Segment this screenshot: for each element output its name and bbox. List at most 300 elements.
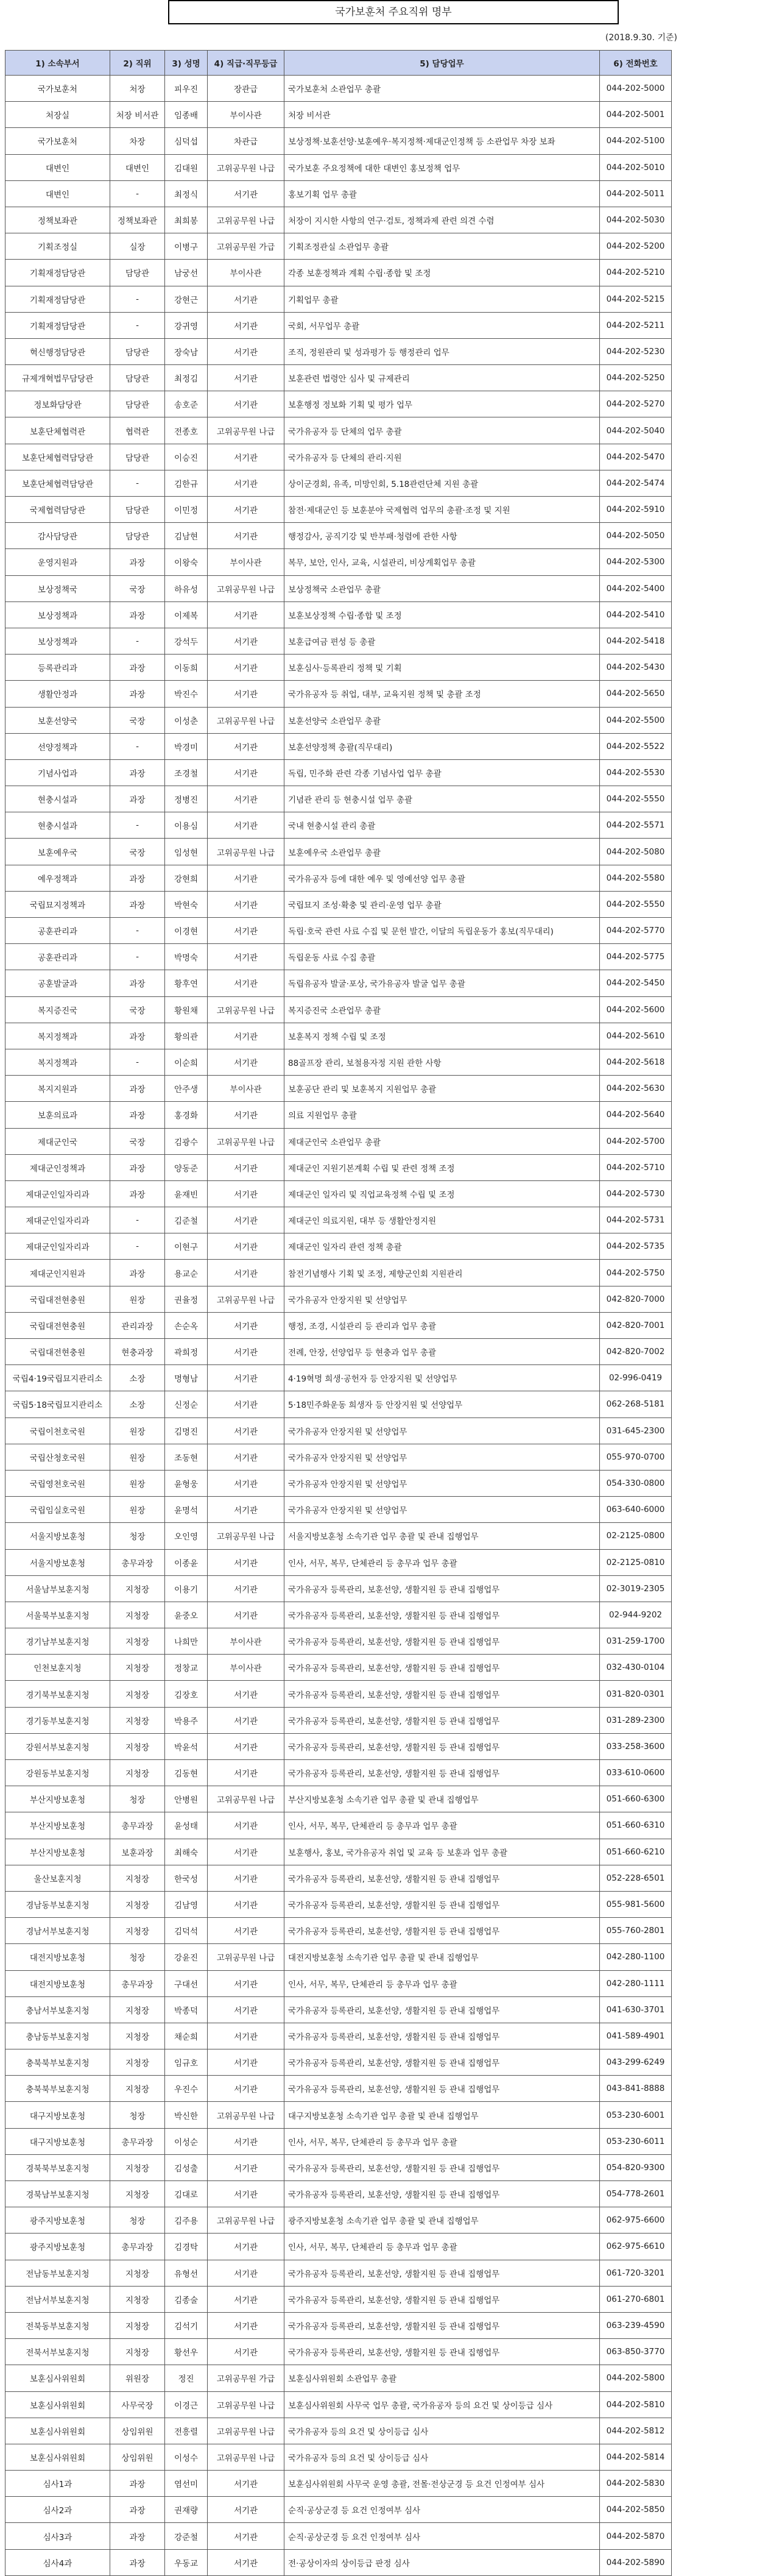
cell-position: 청장 xyxy=(110,1523,165,1549)
cell-name: 전흥렬 xyxy=(165,2418,208,2444)
cell-position: 총무과장 xyxy=(110,2128,165,2154)
cell-grade: 고위공무원 나급 xyxy=(208,1128,284,1154)
table-row xyxy=(5,1602,672,1628)
cell-duty: 보훈심사위원회 사무국 운영 총괄, 전몰·전상군경 등 요건 인정여부 심사 xyxy=(284,2471,600,2497)
header-grade: 4) 직급·직무등급 xyxy=(208,51,284,76)
cell-phone: 044-202-5211 xyxy=(600,312,672,338)
cell-position: 과장 xyxy=(110,970,165,996)
cell-duty: 제대군인 일자리 및 직업교육정책 수립 및 조정 xyxy=(284,1180,600,1207)
cell-phone: 042-280-1100 xyxy=(600,1944,672,1970)
cell-duty: 광주지방보훈청 소속기관 업무 총괄 및 관내 집행업무 xyxy=(284,2207,600,2234)
cell-name: 이민정 xyxy=(165,497,208,523)
table-row xyxy=(5,918,672,944)
cell-duty: 국가유공자 등록관리, 보훈선양, 생활지원 등 관내 집행업무 xyxy=(284,1996,600,2023)
cell-phone: 044-202-5300 xyxy=(600,549,672,575)
cell-phone: 02-2125-0810 xyxy=(600,1549,672,1575)
cell-grade: 서기관 xyxy=(208,338,284,364)
cell-phone: 044-202-5030 xyxy=(600,207,672,233)
cell-department: 전북서부보훈지청 xyxy=(5,2339,110,2365)
cell-department: 보훈심사위원회 xyxy=(5,2391,110,2418)
cell-grade: 서기관 xyxy=(208,1260,284,1286)
cell-phone: 044-202-5500 xyxy=(600,707,672,733)
cell-grade: 장관급 xyxy=(208,76,284,102)
cell-position: 담당관 xyxy=(110,260,165,286)
cell-duty: 인사, 서무, 복무, 단체관리 등 총무과 업무 총괄 xyxy=(284,2234,600,2260)
cell-department: 보훈예우국 xyxy=(5,839,110,865)
table-row xyxy=(5,1655,672,1681)
cell-phone: 044-202-5814 xyxy=(600,2444,672,2470)
cell-name: 김한규 xyxy=(165,470,208,496)
cell-duty: 국가유공자 등 단체의 업무 총괄 xyxy=(284,417,600,444)
cell-grade: 서기관 xyxy=(208,601,284,628)
cell-duty: 순직·공상군경 등 요건 인정여부 심사 xyxy=(284,2523,600,2549)
cell-phone: 044-202-5812 xyxy=(600,2418,672,2444)
cell-name: 윤명석 xyxy=(165,1497,208,1523)
table-row xyxy=(5,1944,672,1970)
cell-department: 대구지방보훈청 xyxy=(5,2128,110,2154)
cell-name: 권재량 xyxy=(165,2497,208,2523)
cell-department: 충남서부보훈지청 xyxy=(5,1996,110,2023)
cell-duty: 복지증진국 소관업무 총괄 xyxy=(284,996,600,1023)
table-row xyxy=(5,2444,672,2470)
cell-duty: 의료 지원업무 총괄 xyxy=(284,1102,600,1128)
cell-duty: 국가유공자 등록관리, 보훈선양, 생활지원 등 관내 집행업무 xyxy=(284,2076,600,2102)
cell-phone: 02-2125-0800 xyxy=(600,1523,672,1549)
cell-grade: 서기관 xyxy=(208,497,284,523)
cell-name: 김장호 xyxy=(165,1681,208,1707)
cell-position: 상임위원 xyxy=(110,2444,165,2470)
cell-phone: 044-202-5430 xyxy=(600,655,672,681)
cell-phone: 044-202-5770 xyxy=(600,918,672,944)
table-row xyxy=(5,1470,672,1496)
table-row xyxy=(5,1444,672,1470)
cell-department: 울산보훈지청 xyxy=(5,1865,110,1891)
cell-duty: 보훈심사위원회 소관업무 총괄 xyxy=(284,2365,600,2391)
cell-name: 김동현 xyxy=(165,1760,208,1786)
cell-grade: 부이사관 xyxy=(208,549,284,575)
cell-department: 보훈단체협력담당관 xyxy=(5,444,110,470)
cell-duty: 국가유공자 등록관리, 보훈선양, 생활지원 등 관내 집행업무 xyxy=(284,1575,600,1602)
cell-grade: 서기관 xyxy=(208,2076,284,2102)
cell-department: 광주지방보훈청 xyxy=(5,2207,110,2234)
table-row xyxy=(5,681,672,707)
cell-grade: 서기관 xyxy=(208,286,284,312)
cell-grade: 서기관 xyxy=(208,2471,284,2497)
cell-phone: 042-820-7002 xyxy=(600,1339,672,1365)
cell-phone: 055-970-0700 xyxy=(600,1444,672,1470)
cell-department: 심사4과 xyxy=(5,2549,110,2575)
cell-department: 부산지방보훈청 xyxy=(5,1812,110,1839)
cell-department: 심사3과 xyxy=(5,2523,110,2549)
cell-department: 인천보훈지청 xyxy=(5,1655,110,1681)
table-row xyxy=(5,1102,672,1128)
cell-phone: 044-202-5470 xyxy=(600,444,672,470)
cell-grade: 고위공무원 나급 xyxy=(208,2102,284,2128)
cell-phone: 051-660-6210 xyxy=(600,1839,672,1865)
cell-duty: 보상정책국 소관업무 총괄 xyxy=(284,575,600,601)
cell-duty: 보훈공단 관리 및 보훈복지 지원업무 총괄 xyxy=(284,1076,600,1102)
cell-phone: 041-630-3701 xyxy=(600,1996,672,2023)
cell-duty: 보상정책·보훈선양·보훈예우·복지정책·제대군인정책 등 소관업무 차장 보좌 xyxy=(284,128,600,154)
cell-phone: 044-202-5100 xyxy=(600,128,672,154)
cell-phone: 054-820-9300 xyxy=(600,2154,672,2180)
cell-grade: 서기관 xyxy=(208,2339,284,2365)
cell-department: 국립산청호국원 xyxy=(5,1444,110,1470)
cell-phone: 044-202-5618 xyxy=(600,1049,672,1075)
cell-name: 박신한 xyxy=(165,2102,208,2128)
cell-name: 전종호 xyxy=(165,417,208,444)
cell-grade: 서기관 xyxy=(208,2181,284,2207)
cell-grade: 서기관 xyxy=(208,681,284,707)
cell-name: 강현근 xyxy=(165,286,208,312)
cell-grade: 서기관 xyxy=(208,2023,284,2049)
cell-phone: 044-202-5550 xyxy=(600,786,672,812)
cell-position: 과장 xyxy=(110,1154,165,1180)
cell-department: 현충시설과 xyxy=(5,786,110,812)
cell-grade: 서기관 xyxy=(208,2312,284,2338)
cell-name: 권율정 xyxy=(165,1286,208,1312)
cell-name: 임성현 xyxy=(165,839,208,865)
table-row xyxy=(5,1918,672,1944)
table-row xyxy=(5,2286,672,2312)
cell-name: 피우진 xyxy=(165,76,208,102)
cell-position: 지청장 xyxy=(110,2023,165,2049)
cell-phone: 044-202-5580 xyxy=(600,865,672,891)
table-row xyxy=(5,154,672,180)
cell-department: 제대군인정책과 xyxy=(5,1154,110,1180)
cell-phone: 044-202-5610 xyxy=(600,1023,672,1049)
cell-department: 국가보훈처 xyxy=(5,76,110,102)
table-row xyxy=(5,891,672,917)
table-header-row xyxy=(5,51,672,76)
cell-position: 정책보좌관 xyxy=(110,207,165,233)
cell-phone: 044-202-5410 xyxy=(600,601,672,628)
table-row xyxy=(5,2418,672,2444)
cell-name: 안주생 xyxy=(165,1076,208,1102)
cell-department: 기획재정담당관 xyxy=(5,286,110,312)
cell-position: 국장 xyxy=(110,575,165,601)
table-row xyxy=(5,2128,672,2154)
cell-duty: 독립운동 사료 수집 총괄 xyxy=(284,944,600,970)
table-row xyxy=(5,707,672,733)
cell-position: 지청장 xyxy=(110,1865,165,1891)
cell-position: 과장 xyxy=(110,2549,165,2575)
cell-name: 정창교 xyxy=(165,1655,208,1681)
cell-name: 오인영 xyxy=(165,1523,208,1549)
cell-name: 윤중오 xyxy=(165,1602,208,1628)
cell-phone: 033-610-0600 xyxy=(600,1760,672,1786)
cell-grade: 서기관 xyxy=(208,786,284,812)
cell-grade: 서기관 xyxy=(208,1233,284,1260)
table-row xyxy=(5,1076,672,1102)
cell-name: 조동현 xyxy=(165,1444,208,1470)
cell-phone: 044-202-5522 xyxy=(600,733,672,759)
cell-position: 지청장 xyxy=(110,1733,165,1759)
cell-grade: 고위공무원 나급 xyxy=(208,707,284,733)
cell-name: 강석두 xyxy=(165,628,208,654)
cell-phone: 044-202-5530 xyxy=(600,759,672,786)
table-row xyxy=(5,944,672,970)
cell-position: 총무과장 xyxy=(110,1970,165,1996)
cell-grade: 고위공무원 나급 xyxy=(208,2444,284,2470)
cell-position: 지청장 xyxy=(110,1707,165,1733)
cell-phone: 044-202-5730 xyxy=(600,1180,672,1207)
cell-phone: 044-202-5735 xyxy=(600,1233,672,1260)
cell-department: 국립이천호국원 xyxy=(5,1418,110,1444)
cell-position: 상임위원 xyxy=(110,2418,165,2444)
cell-phone: 031-820-0301 xyxy=(600,1681,672,1707)
cell-duty: 홍보기획 업무 총괄 xyxy=(284,180,600,207)
table-row xyxy=(5,759,672,786)
cell-department: 제대군인지원과 xyxy=(5,1260,110,1286)
cell-department: 강원서부보훈지청 xyxy=(5,1733,110,1759)
cell-grade: 서기관 xyxy=(208,1891,284,1917)
cell-name: 김덕석 xyxy=(165,1918,208,1944)
cell-position: 과장 xyxy=(110,681,165,707)
table-row xyxy=(5,2234,672,2260)
cell-name: 유형선 xyxy=(165,2260,208,2286)
cell-department: 경남동부보훈지청 xyxy=(5,1891,110,1917)
cell-department: 공훈관리과 xyxy=(5,918,110,944)
cell-phone: 055-981-5600 xyxy=(600,1891,672,1917)
cell-name: 용교순 xyxy=(165,1260,208,1286)
cell-grade: 서기관 xyxy=(208,444,284,470)
table-row xyxy=(5,338,672,364)
cell-name: 이용기 xyxy=(165,1575,208,1602)
cell-name: 이동희 xyxy=(165,655,208,681)
cell-department: 강원동부보훈지청 xyxy=(5,1760,110,1786)
cell-name: 이병구 xyxy=(165,233,208,260)
cell-position: 관리과장 xyxy=(110,1312,165,1338)
cell-duty: 제대군인 의료지원, 대부 등 생활안정지원 xyxy=(284,1207,600,1233)
cell-position: - xyxy=(110,470,165,496)
cell-department: 국립5·18국립묘지관리소 xyxy=(5,1391,110,1418)
cell-duty: 국가유공자 등록관리, 보훈선양, 생활지원 등 관내 집행업무 xyxy=(284,1602,600,1628)
cell-position: 지청장 xyxy=(110,2312,165,2338)
cell-department: 경기북부보훈지청 xyxy=(5,1681,110,1707)
cell-duty: 보훈행정 정보화 기획 및 평가 업무 xyxy=(284,391,600,417)
cell-grade: 서기관 xyxy=(208,1970,284,1996)
cell-phone: 044-202-5731 xyxy=(600,1207,672,1233)
cell-phone: 061-270-6801 xyxy=(600,2286,672,2312)
cell-grade: 고위공무원 가급 xyxy=(208,2365,284,2391)
cell-position: 과장 xyxy=(110,655,165,681)
cell-department: 보훈심사위원회 xyxy=(5,2418,110,2444)
cell-position: 과장 xyxy=(110,1102,165,1128)
cell-name: 이경현 xyxy=(165,918,208,944)
cell-grade: 서기관 xyxy=(208,1365,284,1391)
cell-department: 등록관리과 xyxy=(5,655,110,681)
cell-phone: 044-202-5830 xyxy=(600,2471,672,2497)
cell-position: 청장 xyxy=(110,2207,165,2234)
cell-position: 과장 xyxy=(110,2471,165,2497)
cell-phone: 044-202-5400 xyxy=(600,575,672,601)
cell-department: 제대군인일자리과 xyxy=(5,1233,110,1260)
cell-phone: 044-202-5250 xyxy=(600,365,672,391)
cell-grade: 서기관 xyxy=(208,759,284,786)
cell-grade: 서기관 xyxy=(208,1760,284,1786)
cell-phone: 032-430-0104 xyxy=(600,1655,672,1681)
cell-name: 신정순 xyxy=(165,1391,208,1418)
cell-duty: 인사, 서무, 복무, 단체관리 등 총무과 업무 총괄 xyxy=(284,2128,600,2154)
cell-grade: 고위공무원 나급 xyxy=(208,1286,284,1312)
cell-phone: 042-820-7000 xyxy=(600,1286,672,1312)
cell-duty: 보훈예우국 소관업무 총괄 xyxy=(284,839,600,865)
cell-duty: 제대군인 일자리 관련 정책 총괄 xyxy=(284,1233,600,1260)
cell-position: 위원장 xyxy=(110,2365,165,2391)
cell-phone: 051-660-6310 xyxy=(600,1812,672,1839)
cell-grade: 서기관 xyxy=(208,1497,284,1523)
cell-name: 김주용 xyxy=(165,2207,208,2234)
cell-phone: 044-202-5215 xyxy=(600,286,672,312)
cell-position: 지청장 xyxy=(110,2181,165,2207)
cell-duty: 기획업무 총괄 xyxy=(284,286,600,312)
table-row xyxy=(5,1154,672,1180)
cell-grade: 고위공무원 가급 xyxy=(208,233,284,260)
cell-phone: 044-202-5775 xyxy=(600,944,672,970)
cell-phone: 044-202-5230 xyxy=(600,338,672,364)
cell-position: 원장 xyxy=(110,1444,165,1470)
cell-grade: 고위공무원 나급 xyxy=(208,839,284,865)
cell-department: 부산지방보훈청 xyxy=(5,1786,110,1812)
cell-grade: 고위공무원 나급 xyxy=(208,417,284,444)
cell-department: 보상정책국 xyxy=(5,575,110,601)
cell-position: - xyxy=(110,628,165,654)
cell-position: 과장 xyxy=(110,786,165,812)
cell-phone: 054-330-0800 xyxy=(600,1470,672,1496)
cell-grade: 차관급 xyxy=(208,128,284,154)
cell-duty: 인사, 서무, 복무, 단체관리 등 총무과 업무 총괄 xyxy=(284,1812,600,1839)
cell-phone: 063-239-4590 xyxy=(600,2312,672,2338)
cell-name: 안병원 xyxy=(165,1786,208,1812)
cell-department: 공훈관리과 xyxy=(5,944,110,970)
cell-name: 임종배 xyxy=(165,102,208,128)
cell-duty: 국내 현충시설 관리 총괄 xyxy=(284,812,600,839)
cell-department: 보훈심사위원회 xyxy=(5,2365,110,2391)
cell-phone: 052-228-6501 xyxy=(600,1865,672,1891)
cell-department: 대변인 xyxy=(5,154,110,180)
cell-grade: 서기관 xyxy=(208,628,284,654)
cell-name: 김준철 xyxy=(165,1207,208,1233)
cell-position: - xyxy=(110,286,165,312)
cell-position: 원장 xyxy=(110,1286,165,1312)
cell-position: 현충과장 xyxy=(110,1339,165,1365)
cell-name: 손순옥 xyxy=(165,1312,208,1338)
cell-phone: 044-202-5571 xyxy=(600,812,672,839)
cell-duty: 국가유공자 등록관리, 보훈선양, 생활지원 등 관내 집행업무 xyxy=(284,1707,600,1733)
cell-name: 이종윤 xyxy=(165,1549,208,1575)
cell-position: 청장 xyxy=(110,1786,165,1812)
table-row xyxy=(5,2023,672,2049)
cell-phone: 033-258-3600 xyxy=(600,1733,672,1759)
cell-duty: 각종 보훈정책과 계획 수립·종합 및 조정 xyxy=(284,260,600,286)
cell-duty: 국가유공자 등록관리, 보훈선양, 생활지원 등 관내 집행업무 xyxy=(284,1760,600,1786)
cell-phone: 062-975-6610 xyxy=(600,2234,672,2260)
cell-department: 보상정책과 xyxy=(5,601,110,628)
table-row xyxy=(5,2049,672,2076)
cell-name: 정병진 xyxy=(165,786,208,812)
cell-name: 송호준 xyxy=(165,391,208,417)
cell-phone: 062-268-5181 xyxy=(600,1391,672,1418)
cell-grade: 서기관 xyxy=(208,2549,284,2575)
cell-grade: 서기관 xyxy=(208,1681,284,1707)
cell-duty: 국가유공자 등록관리, 보훈선양, 생활지원 등 관내 집행업무 xyxy=(284,1891,600,1917)
table-row xyxy=(5,655,672,681)
cell-position: 지청장 xyxy=(110,2339,165,2365)
table-row xyxy=(5,497,672,523)
cell-position: 지청장 xyxy=(110,1628,165,1655)
cell-grade: 서기관 xyxy=(208,865,284,891)
cell-grade: 고위공무원 나급 xyxy=(208,1786,284,1812)
cell-position: 차장 xyxy=(110,128,165,154)
table-row xyxy=(5,865,672,891)
cell-grade: 서기관 xyxy=(208,523,284,549)
cell-duty: 기획조정관실 소관업무 총괄 xyxy=(284,233,600,260)
cell-phone: 044-202-5650 xyxy=(600,681,672,707)
cell-duty: 상이군경회, 유족, 미망인회, 5.18관련단체 지원 총괄 xyxy=(284,470,600,496)
cell-department: 전남동부보훈지청 xyxy=(5,2260,110,2286)
cell-department: 보훈단체협력담당관 xyxy=(5,470,110,496)
cell-position: - xyxy=(110,812,165,839)
cell-grade: 서기관 xyxy=(208,1707,284,1733)
cell-phone: 044-202-5474 xyxy=(600,470,672,496)
cell-duty: 참전기념행사 기획 및 조정, 제향군인회 지원관리 xyxy=(284,1260,600,1286)
table-row xyxy=(5,2260,672,2286)
cell-name: 황후연 xyxy=(165,970,208,996)
cell-phone: 051-660-6300 xyxy=(600,1786,672,1812)
cell-department: 복지지원과 xyxy=(5,1076,110,1102)
cell-grade: 서기관 xyxy=(208,470,284,496)
cell-name: 박경미 xyxy=(165,733,208,759)
cell-duty: 제대군인 지원기본계획 수립 및 관련 정책 조정 xyxy=(284,1154,600,1180)
cell-name: 이경근 xyxy=(165,2391,208,2418)
cell-phone: 055-760-2801 xyxy=(600,1918,672,1944)
table-row xyxy=(5,2154,672,2180)
cell-duty: 국가유공자 안장지원 및 선양업무 xyxy=(284,1444,600,1470)
cell-grade: 고위공무원 나급 xyxy=(208,1523,284,1549)
cell-department: 전북동부보훈지청 xyxy=(5,2312,110,2338)
cell-name: 김광수 xyxy=(165,1128,208,1154)
cell-position: - xyxy=(110,944,165,970)
cell-name: 심덕섭 xyxy=(165,128,208,154)
cell-name: 이순희 xyxy=(165,1049,208,1075)
cell-name: 정진 xyxy=(165,2365,208,2391)
cell-grade: 서기관 xyxy=(208,1023,284,1049)
cell-name: 이승진 xyxy=(165,444,208,470)
cell-phone: 044-202-5210 xyxy=(600,260,672,286)
cell-position: 지청장 xyxy=(110,1681,165,1707)
table-row xyxy=(5,207,672,233)
cell-phone: 044-202-5080 xyxy=(600,839,672,865)
cell-position: 담당관 xyxy=(110,523,165,549)
cell-duty: 국가유공자 등록관리, 보훈선양, 생활지원 등 관내 집행업무 xyxy=(284,1681,600,1707)
cell-department: 국립영천호국원 xyxy=(5,1470,110,1496)
cell-grade: 서기관 xyxy=(208,733,284,759)
cell-phone: 044-202-5001 xyxy=(600,102,672,128)
cell-grade: 서기관 xyxy=(208,1733,284,1759)
cell-name: 박진수 xyxy=(165,681,208,707)
cell-position: 과장 xyxy=(110,1260,165,1286)
cell-position: 국장 xyxy=(110,996,165,1023)
table-row xyxy=(5,1865,672,1891)
cell-phone: 042-280-1111 xyxy=(600,1970,672,1996)
cell-duty: 국가유공자 등 단체의 관리·지원 xyxy=(284,444,600,470)
cell-grade: 부이사관 xyxy=(208,260,284,286)
table-row xyxy=(5,575,672,601)
cell-duty: 보훈심사·등록관리 정책 및 기획 xyxy=(284,655,600,681)
cell-department: 서울지방보훈청 xyxy=(5,1523,110,1549)
cell-duty: 조직, 정원관리 및 성과평가 등 행정관리 업무 xyxy=(284,338,600,364)
